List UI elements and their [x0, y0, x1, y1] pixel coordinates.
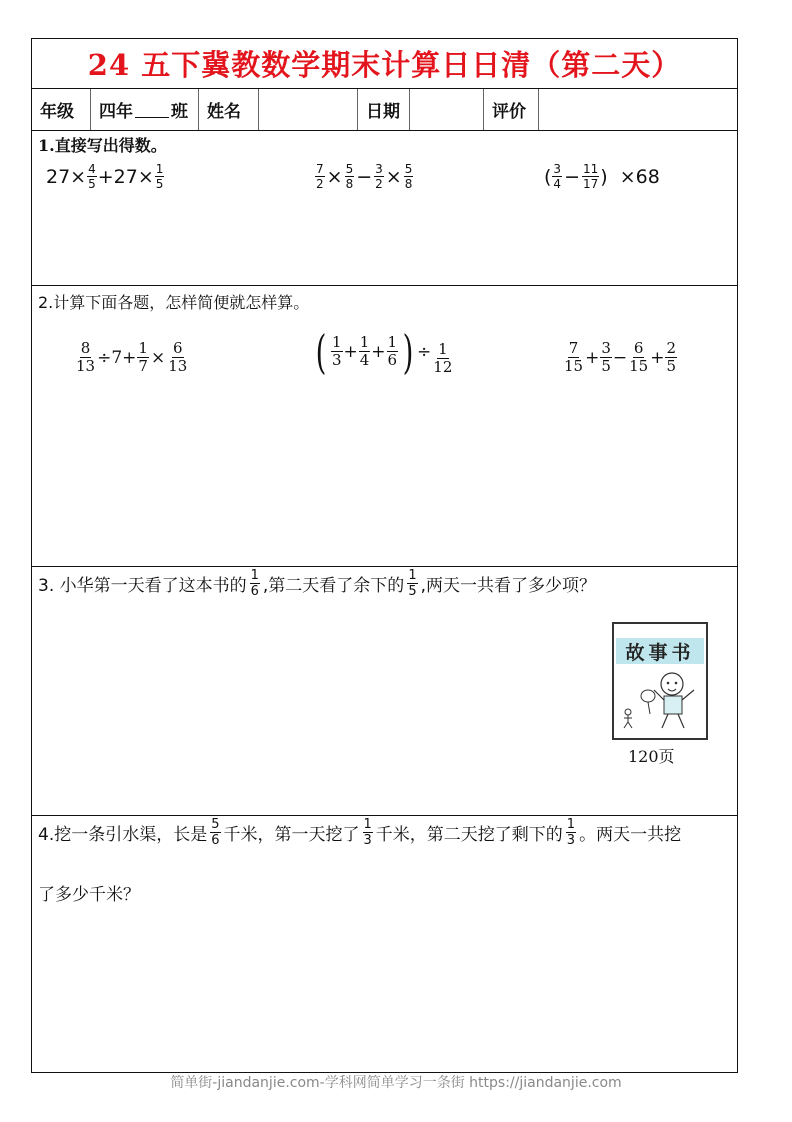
fraction — [363, 818, 373, 847]
denominator: 13 — [168, 357, 188, 375]
denominator: 5 — [408, 584, 417, 599]
operator: + — [585, 347, 600, 368]
numerator: 7 — [316, 162, 324, 176]
date-label — [358, 89, 410, 130]
question-1 — [32, 131, 737, 286]
text: ,第二天看了余下的 — [262, 576, 405, 596]
numerator: 11 — [582, 162, 599, 176]
text: 3. 小华第一天看了这本书的 — [38, 576, 247, 596]
numerator: 1 — [359, 333, 370, 351]
denominator: 6 — [387, 351, 398, 369]
numerator: 6 — [172, 339, 183, 357]
denominator: 4 — [553, 177, 562, 191]
denominator: 5 — [666, 357, 677, 375]
q4-text-line-1 — [38, 818, 681, 847]
question-3 — [32, 567, 737, 816]
q2-expr-3 — [562, 341, 678, 374]
page-title: 24 五下冀教数学期末计算日日清（第二天） — [87, 48, 682, 82]
operator: − — [564, 165, 580, 188]
fraction — [155, 163, 165, 190]
denominator: 6 — [250, 584, 259, 599]
numerator: 1 — [363, 817, 372, 832]
class-prefix: 四年 — [99, 102, 133, 122]
boy-illustration-icon — [614, 666, 706, 736]
operator: × — [385, 165, 402, 188]
operator: + — [371, 341, 386, 362]
denominator: 15 — [629, 357, 649, 375]
numerator: 1 — [566, 817, 576, 832]
denominator: 5 — [155, 177, 164, 191]
numerator: 3 — [375, 162, 383, 176]
numerator: 1 — [138, 339, 148, 357]
operator: + — [650, 347, 665, 368]
denominator: 4 — [359, 351, 370, 369]
rating-field[interactable] — [539, 89, 737, 130]
fraction — [563, 341, 584, 374]
numerator: 7 — [568, 339, 579, 357]
fraction — [628, 341, 649, 374]
operator: + — [343, 341, 358, 362]
info-row — [32, 89, 737, 131]
denominator: 7 — [138, 357, 148, 375]
bracket: ) — [402, 324, 414, 379]
denominator: 8 — [345, 177, 354, 191]
class-suffix: 班 — [171, 102, 188, 122]
text: ,两天一共看了多少项？ — [420, 576, 596, 596]
denominator: 6 — [211, 833, 220, 848]
numerator: 4 — [88, 162, 96, 176]
fraction — [566, 818, 576, 847]
fraction — [387, 335, 399, 368]
name-label-text: 姓名 — [207, 102, 241, 122]
expr-text: 27× — [46, 165, 87, 188]
fraction — [87, 163, 97, 190]
class-blank[interactable] — [135, 101, 169, 118]
footer-watermark: 简单街-jiandanjie.com-学科网简单学习一条街 https://jiandanjie.com — [170, 1075, 622, 1091]
denominator: 3 — [363, 833, 372, 848]
expr-text: ÷7+ — [97, 347, 137, 368]
fraction — [331, 335, 343, 368]
fraction — [582, 163, 599, 190]
fraction — [167, 341, 188, 374]
numerator: 1 — [250, 568, 259, 583]
grade-label-text: 年级 — [40, 102, 74, 122]
denominator: 3 — [566, 833, 576, 848]
date-field[interactable] — [410, 89, 484, 130]
denominator: 5 — [88, 177, 96, 191]
fraction — [600, 341, 612, 374]
operator: − — [612, 347, 628, 368]
numerator: 3 — [553, 162, 562, 176]
fraction — [210, 818, 220, 847]
denominator: 15 — [564, 357, 584, 375]
numerator: 5 — [404, 162, 413, 176]
class-field[interactable] — [91, 89, 199, 130]
operator: ÷ — [417, 341, 432, 362]
question-2 — [32, 286, 737, 567]
q1-heading: 1.直接写出得数。 — [38, 136, 167, 155]
fraction — [137, 341, 149, 374]
denominator: 17 — [582, 177, 599, 191]
numerator: 1 — [155, 162, 164, 176]
expr-text: ×68 — [619, 165, 660, 188]
name-field[interactable] — [259, 89, 358, 130]
denominator: 13 — [76, 357, 96, 375]
text: 千米，第二天挖了剩下的 — [375, 825, 563, 845]
q1-expr-2 — [314, 163, 414, 190]
numerator: 2 — [666, 339, 677, 357]
book-title-band: 故事书 — [616, 638, 704, 664]
fraction — [432, 342, 453, 375]
denominator: 5 — [601, 357, 611, 375]
numerator: 1 — [408, 568, 417, 583]
q2-expr-2 — [312, 324, 454, 379]
fraction — [359, 335, 371, 368]
operator: × — [326, 165, 343, 188]
numerator: 6 — [633, 339, 644, 357]
fraction — [315, 163, 325, 190]
numerator: 1 — [331, 333, 342, 351]
numerator: 5 — [211, 817, 220, 832]
date-label-text: 日期 — [366, 102, 400, 122]
q1-expr-1 — [46, 163, 165, 190]
text: 4.挖一条引水渠，长是 — [38, 825, 208, 845]
q3-text — [38, 569, 596, 598]
text: 。两天一共挖 — [579, 825, 682, 845]
expr-text: +27× — [97, 165, 154, 188]
book-cover — [612, 622, 708, 740]
q2-heading: 2.计算下面各题，怎样简便就怎样算。 — [38, 293, 310, 312]
fraction — [407, 569, 417, 598]
numerator: 3 — [601, 339, 611, 357]
bracket: ( — [315, 324, 327, 379]
book-pages-caption: 120页 — [628, 747, 675, 766]
fraction — [665, 341, 677, 374]
question-4 — [32, 816, 737, 1074]
denominator: 12 — [433, 358, 453, 376]
fraction — [75, 341, 96, 374]
denominator: 2 — [375, 177, 383, 191]
text: 千米，第一天挖了 — [223, 825, 360, 845]
q1-expr-3 — [544, 163, 660, 190]
name-label — [199, 89, 259, 130]
operator: − — [356, 165, 373, 188]
rating-label — [484, 89, 539, 130]
worksheet — [31, 38, 738, 1073]
numerator: 5 — [345, 162, 354, 176]
fraction — [404, 163, 414, 190]
rating-label-text: 评价 — [492, 102, 526, 122]
fraction — [250, 569, 260, 598]
title-row — [32, 39, 737, 89]
storybook-illustration — [612, 622, 712, 766]
paren: ( — [544, 165, 552, 188]
fraction — [374, 163, 384, 190]
denominator: 3 — [331, 351, 342, 369]
q4-text-line-2: 了多少千米？ — [38, 885, 140, 905]
denominator: 8 — [404, 177, 413, 191]
fraction — [552, 163, 562, 190]
denominator: 2 — [316, 177, 324, 191]
grade-label — [32, 89, 91, 130]
q2-expr-1 — [74, 341, 189, 374]
numerator: 1 — [387, 333, 398, 351]
fraction — [345, 163, 355, 190]
paren: ) — [600, 165, 608, 188]
numerator: 1 — [438, 340, 448, 358]
numerator: 8 — [80, 339, 91, 357]
operator: × — [150, 347, 166, 368]
